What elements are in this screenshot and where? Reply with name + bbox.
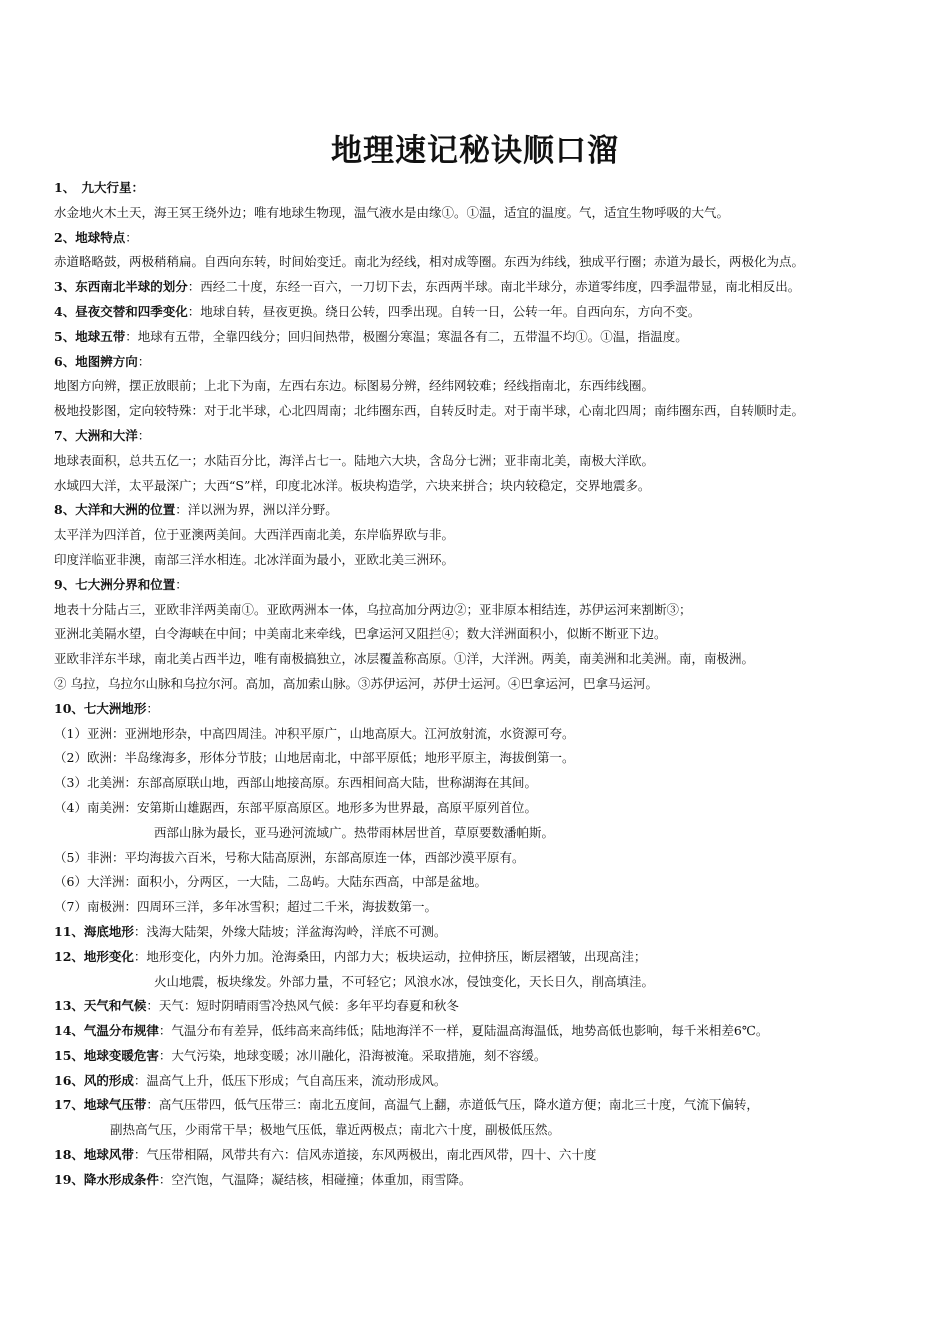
text-line (54, 920, 934, 945)
line-text: ： (146, 700, 159, 716)
line-text: ：气温分布有差异，低纬高来高纬低；陆地海洋不一样，夏陆温高海温低，地势高低也影响，每千米相差6℃。 (158, 1023, 769, 1039)
line-text: 水域四大洋，太平最深广；大西“S”样，印度北冰洋。板块构造学，六块来拼合；块内较稳定，交界地震多。 (54, 477, 651, 493)
line-text: 地图方向辨，摆正放眼前；上北下为南，左西右东边。标图易分辨，经纬网较难；经线指南北，东西纬线圈。 (54, 378, 655, 394)
section-heading: 1、 九大行星： (54, 180, 144, 195)
section-heading: 7、大洲和大洋 (54, 427, 138, 443)
text-line (54, 449, 934, 474)
line-text: 地球表面积，总共五亿一；水陆百分比，海洋占七一。陆地六大块，含岛分七洲；亚非南北美，南极大洋欧。 (54, 452, 655, 468)
text-line (54, 647, 934, 672)
section-heading: 6、地图辨方向 (54, 353, 138, 369)
line-text: （5）非洲：平均海拔六百米，号称大陆高原洲，东部高原连一体，西部沙漠平原有。 (54, 849, 525, 865)
line-text: （3）北美洲：东部高原联山地，西部山地接高原。东西相间高大陆，世称湖海在其间。 (54, 775, 537, 791)
line-text: ② 乌拉，乌拉尔山脉和乌拉尔河。高加，高加索山脉。③苏伊运河，苏伊士运河。④巴拿运河，巴拿马运河。 (54, 675, 658, 691)
section-heading: 12、地形变化 (54, 948, 134, 964)
text-line (54, 201, 934, 226)
line-text: （4）南美洲：安第斯山雄踞西，东部平原高原区。地形多为世界最，高原平原列首位。 (54, 799, 537, 815)
section-heading: 16、风的形成 (54, 1072, 134, 1088)
line-text: 副热高气压，少雨常干旱；极地气压低，靠近两极点；南北六十度，副极低压然。 (110, 1122, 561, 1138)
section-heading: 3、东西南北半球的划分 (54, 279, 188, 295)
text-line (54, 548, 934, 573)
section-heading: 15、地球变暖危害 (54, 1047, 159, 1063)
text-line (54, 994, 934, 1019)
text-line (54, 598, 934, 623)
text-line (54, 350, 934, 375)
text-line (54, 523, 934, 548)
line-text: 极地投影图，定向较特殊：对于北半球，心北四周南；北纬圈东西，自转反时走。对于南半球，心南北四周；南纬圈东西，自转顺时走。 (54, 403, 805, 419)
text-line (54, 1093, 934, 1118)
line-text: ：西经二十度，东经一百六，一刀切下去，东西两半球。南北半球分，赤道零纬度，四季温带显，南北相反出。 (187, 279, 801, 295)
text-line (54, 622, 934, 647)
text-line (54, 1143, 934, 1168)
line-text: 地表十分陆占三，亚欧非洋两美南①。亚欧两洲本一体，乌拉高加分两边②；亚非原本相结连，苏伊运河来割断③； (54, 601, 692, 617)
section-heading: 5、地球五带 (54, 328, 126, 344)
text-line (54, 746, 934, 771)
text-line (54, 399, 934, 424)
text-line (54, 846, 934, 871)
line-text: ：天气：短时阴晴雨雪冷热风气候：多年平均春夏和秋冬 (146, 998, 459, 1014)
text-line (54, 1069, 934, 1094)
line-text: 印度洋临亚非澳，南部三洋水相连。北冰洋面为最小，亚欧北美三洲环。 (54, 551, 455, 567)
line-text: 西部山脉为最长，亚马逊河流域广。热带雨林居世首，草原要数潘帕斯。 (154, 824, 555, 840)
line-text: 赤道略略鼓，两极稍稍扁。自西向东转，时间始变迁。南北为经线，相对成等圈。东西为纬线，独成平行圈；赤道为最长，两极化为点。 (54, 254, 805, 270)
line-text: ： (137, 353, 151, 369)
text-line (54, 1019, 934, 1044)
section-heading: 19、降水形成条件 (54, 1171, 159, 1187)
line-text: ：地形变化，内外力加。沧海桑田，内部力大；板块运动，拉伸挤压，断层褶皱，出现高洼； (133, 948, 647, 964)
text-line (54, 300, 934, 325)
line-text: ：浅海大陆架，外缘大陆坡；洋盆海沟岭，洋底不可测。 (133, 923, 447, 939)
line-text: ： (137, 427, 151, 443)
text-line (54, 771, 934, 796)
line-text: ：洋以洲为界，洲以洋分野。 (175, 502, 338, 518)
text-line (54, 424, 934, 449)
text-line (54, 895, 934, 920)
line-text: ：空汽饱，气温降；凝结核，相碰撞；体重加，雨雪降。 (158, 1171, 472, 1187)
line-text: ：高气压带四，低气压带三：南北五度间，高温气上翻，赤道低气压，降水道方便；南北三十度，气流下偏转， (146, 1097, 759, 1113)
text-line (54, 176, 934, 201)
line-text: ：大气污染，地球变暖；冰川融化，沿海被淹。采取措施，刻不容缓。 (158, 1047, 547, 1063)
text-line (54, 697, 934, 722)
text-line (54, 226, 934, 251)
line-text: 水金地火木土天，海王冥王绕外边；唯有地球生物现，温气液水是由缘①。①温，适宜的温度。气，适宜生物呼吸的大气。 (54, 204, 730, 220)
text-line (54, 722, 934, 747)
text-line (54, 1118, 934, 1143)
section-heading: 17、地球气压带 (54, 1097, 147, 1113)
document-body (54, 176, 934, 1193)
line-text: ：地球有五带，全靠四线分；回归间热带，极圈分寒温；寒温各有二，五带温不均①。①温，指温度。 (125, 328, 688, 344)
section-heading: 8、大洋和大洲的位置 (54, 502, 176, 518)
line-text: ：温高气上升，低压下形成；气自高压来，流动形成风。 (133, 1072, 447, 1088)
line-text: （2）欧洲：半岛缘海多，形体分节肢；山地居南北，中部平原低；地形平原主，海拔倒第一。 (54, 750, 575, 766)
text-line (54, 870, 934, 895)
section-heading: 9、七大洲分界和位置 (54, 576, 176, 592)
text-line (54, 498, 934, 523)
line-text: 太平洋为四洋首，位于亚澳两美间。大西洋西南北美，东岸临界欧与非。 (54, 527, 455, 543)
section-heading: 10、七大洲地形 (54, 700, 147, 716)
line-text: ：地球自转，昼夜更换。绕日公转，四季出现。自转一日，公转一年。自西向东，方向不变。 (187, 303, 701, 319)
line-text: 火山地震，板块缘发。外部力量，不可轻它；风浪水冰，侵蚀变化，天长日久，削高填洼。 (154, 973, 655, 989)
section-heading: 11、海底地形 (54, 923, 134, 939)
line-text: （6）大洋洲：面积小，分两区，一大陆，二岛屿。大陆东西高，中部是盆地。 (54, 874, 487, 890)
text-line (54, 970, 934, 995)
line-text: ： (125, 229, 138, 245)
text-line (54, 374, 934, 399)
text-line (54, 250, 934, 275)
text-line (54, 945, 934, 970)
text-line (54, 1168, 934, 1193)
text-line (54, 325, 934, 350)
line-text: ：气压带相隔，风带共有六：信风赤道接，东风两极出，南北西风带，四十、六十度 (133, 1147, 597, 1163)
section-heading: 2、地球特点 (54, 229, 126, 245)
section-heading: 18、地球风带 (54, 1147, 134, 1163)
line-text: （7）南极洲：四周环三洋，多年冰雪积；超过二千米，海拔数第一。 (54, 899, 437, 915)
line-text: ： (175, 576, 188, 592)
section-heading: 4、昼夜交替和四季变化 (54, 303, 188, 319)
text-line (54, 821, 934, 846)
text-line (54, 573, 934, 598)
line-text: （1）亚洲：亚洲地形杂，中高四周洼。冲积平原广，山地高原大。江河放射流，水资源可夸。 (54, 725, 575, 741)
text-line (54, 1044, 934, 1069)
text-line (54, 796, 934, 821)
text-line (54, 474, 934, 499)
section-heading: 13、天气和气候 (54, 998, 147, 1014)
section-heading: 14、气温分布规律 (54, 1023, 159, 1039)
text-line (54, 275, 934, 300)
line-text: 亚洲北美隔水望，白令海峡在中间；中美南北来牵线，巴拿运河又阻拦④；数大洋洲面积小，似断不断亚下边。 (54, 626, 667, 642)
page-title: 地理速记秘诀顺口溜 (331, 133, 619, 169)
line-text: 亚欧非洋东半球，南北美占西半边，唯有南极搞独立，冰层覆盖称高原。①洋，大洋洲。两美，南美洲和北美洲。南，南极洲。 (54, 651, 755, 667)
text-line (54, 672, 934, 697)
